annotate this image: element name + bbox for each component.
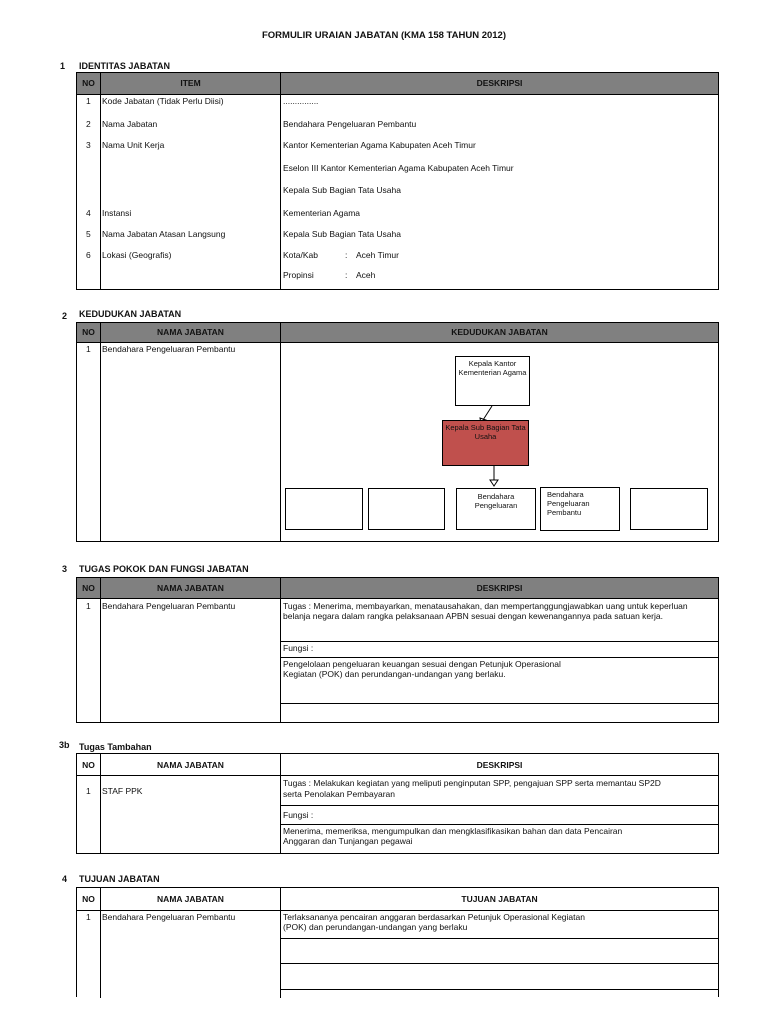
tupoksi-tugas: Tugas : Menerima, membayarkan, menatausahakan, dan mempertanggungjawabkan uang untuk keperluan belanja negara dalam rangka pelaksanaan APBN sesuai dengan kewenangannya pada satuan kerja. <box>283 601 688 621</box>
org-box-empty-2 <box>368 488 445 530</box>
row-no: 1 <box>86 344 91 354</box>
tambahan-tugas-line-1: Tugas : Melakukan kegiatan yang meliputi penginputan SPP, pengajuan SPP serta memantau SP2D <box>283 778 661 788</box>
row-nama-jabatan: Bendahara Pengeluaran Pembantu <box>102 344 236 354</box>
org-kasubbag-tu <box>442 420 529 466</box>
header-deskripsi: DESKRIPSI <box>476 78 523 88</box>
header-tujuan: TUJUAN JABATAN <box>461 894 538 904</box>
tupoksi-table <box>76 577 719 723</box>
row-nama-jabatan: Bendahara Pengeluaran Pembantu <box>102 601 236 611</box>
header-no: NO <box>82 583 95 593</box>
row-desc: Kantor Kementerian Agama Kabupaten Aceh Timur <box>283 140 476 150</box>
org-box-empty-1 <box>285 488 363 530</box>
section-2-number: 2 <box>62 311 68 321</box>
row-desc: Kepala Sub Bagian Tata Usaha <box>283 229 401 239</box>
org-bendahara-pembantu-label: Bendahara Pengeluaran Pembantu <box>547 490 590 517</box>
tujuan-line-1: Terlaksananya pencairan anggaran berdasarkan Petunjuk Operasional Kegiatan <box>283 912 585 922</box>
row-nama-jabatan: Bendahara Pengeluaran Pembantu <box>102 912 236 922</box>
lokasi-kota-label: Kota/Kab <box>283 250 318 260</box>
lokasi-kota-value: Aceh Timur <box>356 250 399 260</box>
row-desc: Kementerian Agama <box>283 208 361 218</box>
lokasi-kota-colon: : <box>345 250 348 260</box>
section-3b-number: 3b <box>59 740 70 750</box>
row-item: Lokasi (Geografis) <box>102 250 172 260</box>
header-kedudukan: KEDUDUKAN JABATAN <box>451 327 548 337</box>
section-1-number: 1 <box>60 61 66 71</box>
row-desc: ............... <box>283 96 319 106</box>
row-desc: Eselon III Kantor Kementerian Agama Kabupaten Aceh Timur <box>283 163 514 173</box>
section-4-title: TUJUAN JABATAN <box>79 874 160 884</box>
org-kepala-kantor-label: Kepala Kantor Kementerian Agama <box>458 359 527 377</box>
header-no: NO <box>82 894 95 904</box>
tujuan-line-2: (POK) dan perundangan-undangan yang berlaku <box>283 922 468 932</box>
row-no: 4 <box>86 208 91 218</box>
tambahan-tugas-line-2: serta Penolakan Pembayaran <box>283 789 395 799</box>
header-deskripsi: DESKRIPSI <box>476 583 523 593</box>
row-no: 6 <box>86 250 91 260</box>
tupoksi-fungsi-line-2: Kegiatan (POK) dan perundangan-undangan yang berlaku. <box>283 669 506 679</box>
tambahan-fungsi-label: Fungsi : <box>283 810 314 820</box>
lokasi-prov-value: Aceh <box>356 270 376 280</box>
org-bendahara-pengeluaran <box>456 488 536 530</box>
row-desc: Bendahara Pengeluaran Pembantu <box>283 119 417 129</box>
header-nama-jabatan: NAMA JABATAN <box>157 760 224 770</box>
section-3-title: TUGAS POKOK DAN FUNGSI JABATAN <box>79 564 249 574</box>
section-1-title: IDENTITAS JABATAN <box>79 61 170 71</box>
row-no: 2 <box>86 119 91 129</box>
header-no: NO <box>82 760 95 770</box>
row-desc: Kepala Sub Bagian Tata Usaha <box>283 185 401 195</box>
row-nama-jabatan: STAF PPK <box>102 786 143 796</box>
org-box-empty-3 <box>630 488 708 530</box>
lokasi-prov-colon: : <box>345 270 348 280</box>
row-no: 3 <box>86 140 91 150</box>
row-item: Nama Jabatan Atasan Langsung <box>102 229 226 239</box>
org-bendahara-pembantu <box>540 487 620 531</box>
section-3-number: 3 <box>62 564 68 574</box>
row-no: 1 <box>86 601 91 611</box>
row-item: Nama Jabatan <box>102 119 158 129</box>
row-item: Kode Jabatan (Tidak Perlu Diisi) <box>102 96 224 106</box>
section-3b-title: Tugas Tambahan <box>79 742 152 752</box>
row-item: Instansi <box>102 208 132 218</box>
row-item: Nama Unit Kerja <box>102 140 165 150</box>
header-nama-jabatan: NAMA JABATAN <box>157 327 224 337</box>
header-item: ITEM <box>180 78 201 88</box>
org-kepala-kantor <box>455 356 530 406</box>
tambahan-fungsi-line-1: Menerima, memeriksa, mengumpulkan dan mengklasifikasikan bahan dan data Pencairan <box>283 826 623 836</box>
header-deskripsi: DESKRIPSI <box>476 760 523 770</box>
lokasi-prov-label: Propinsi <box>283 270 314 280</box>
header-nama-jabatan: NAMA JABATAN <box>157 583 224 593</box>
org-bendahara-pengeluaran-label: Bendahara Pengeluaran <box>474 492 518 510</box>
tambahan-fungsi-line-2: Anggaran dan Tunjangan pegawai <box>283 836 413 846</box>
section-2-title: KEDUDUKAN JABATAN <box>79 309 182 319</box>
header-no: NO <box>82 327 95 337</box>
row-no: 1 <box>86 96 91 106</box>
tupoksi-fungsi-line-1: Pengelolaan pengeluaran keuangan sesuai dengan Petunjuk Operasional <box>283 659 561 669</box>
row-no: 1 <box>86 912 91 922</box>
row-no: 5 <box>86 229 91 239</box>
tupoksi-fungsi-label: Fungsi : <box>283 643 314 653</box>
org-arrow-2 <box>488 466 500 488</box>
header-no: NO <box>82 78 95 88</box>
org-kasubbag-tu-label: Kepala Sub Bagian Tata Usaha <box>445 423 526 441</box>
tujuan-table <box>76 887 719 997</box>
page-title: FORMULIR URAIAN JABATAN (KMA 158 TAHUN 2012) <box>261 30 507 41</box>
header-nama-jabatan: NAMA JABATAN <box>157 894 224 904</box>
section-4-number: 4 <box>62 874 68 884</box>
row-no: 1 <box>86 786 91 796</box>
